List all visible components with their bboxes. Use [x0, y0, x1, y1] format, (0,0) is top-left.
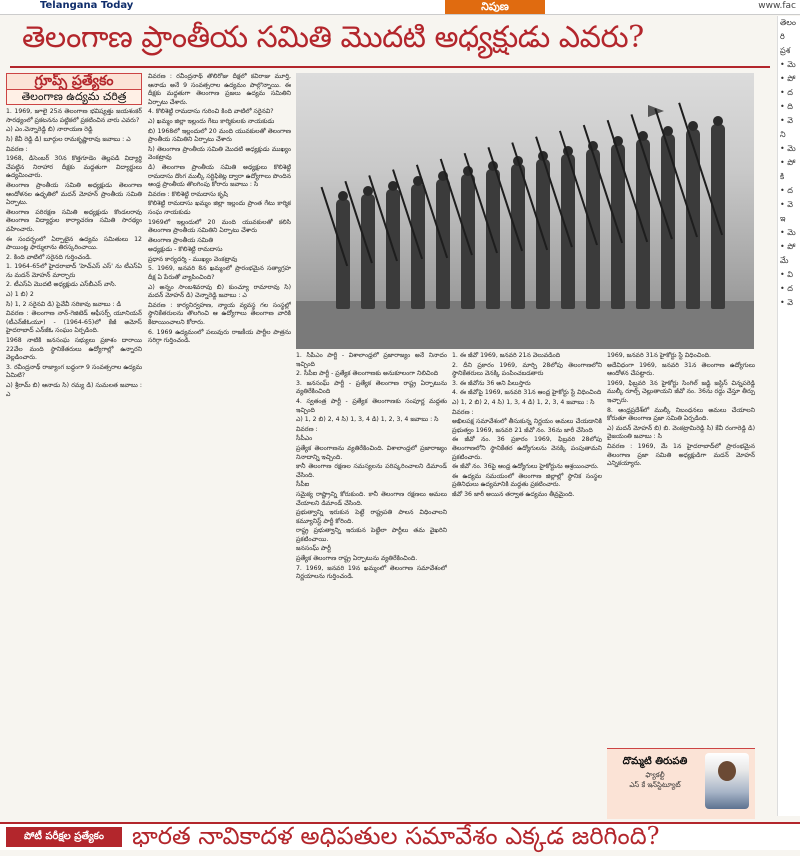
right-strip-item: ని	[780, 130, 786, 139]
author-box	[607, 748, 755, 819]
right-strip-item: రి	[780, 32, 785, 41]
paragraph: 4. కొలిశెట్టి రామదాసు గురించి కింది వాటిలో సరైనవి?	[148, 108, 274, 116]
paragraph: వివరణ :	[452, 408, 474, 416]
historic-photo	[296, 73, 754, 349]
paragraph: వివరణ : కొలిశెట్టి రామదాసు కృషి	[148, 190, 228, 198]
paragraph: సి) కేవీ రెడ్డి డి) బూర్గుల రామకృష్ణారావు జవాబు : ఎ	[6, 135, 131, 143]
right-strip-item: • మె	[780, 144, 796, 153]
right-strip-item: • పో	[780, 74, 796, 83]
paragraph: 8. ఆంధ్రప్రదేశ్‌లో ముల్కీ నిబంధనలు అమలు చేయాలని కోరుతూ తెలంగాణ ప్రజా సమితి ఏర్పడింది.	[607, 406, 755, 423]
paragraph: 5. 1969, జనవరి 8న ఖమ్మంలో ప్రారంభమైన సత్యాగ్రహ దీక్ష ఏ పేరుతో వ్యాపించింది?	[148, 265, 291, 282]
article-column-1	[6, 73, 142, 835]
paragraph: వివరణ :	[6, 145, 28, 153]
paragraph: తెలంగాణ ప్రాంతీయ సమితి అధ్యక్షుడు తెలంగాణ ఆందోళనల ఉధృతిలో మదన్ మోహన్ ప్రాంతీయ సమితి ఏర్పాటు.	[6, 181, 142, 207]
paragraph: జనసంఘ్ పార్టీ	[296, 545, 331, 553]
paragraph: ప్రధాన కార్యదర్శి - ముఖ్యం వెంకట్రావు	[148, 255, 238, 263]
bottom-headline: భారత నావికాదళ అధిపతుల సమావేశం ఎక్కడ జరిగింది?	[132, 822, 660, 850]
right-strip-item: • వె	[780, 200, 793, 209]
paragraph: ఎ) 1 బి) 2	[6, 291, 34, 299]
column-3-text	[296, 352, 447, 582]
paragraph: ఎ) 1, 2 బి) 2, 4 సి) 1, 3, 4 డి) 1, 2, 3, 4 జవాబు : సి	[452, 398, 595, 406]
paragraph: ప్రభుత్వాన్ని ఇరుకున పెట్టే రాష్ట్రపతి పాలన విధించాలని కమ్యూనిస్ట్ పార్టీ కోరింది.	[296, 509, 447, 525]
paragraph: సీపీఐ	[296, 481, 310, 489]
photo-figure	[686, 129, 700, 309]
paragraph: 3. జనసంఘ్ పార్టీ - ప్రత్యేక తెలంగాణ రాష్ట్ర ఏర్పాటును వ్యతిరేకించింది	[296, 379, 447, 396]
paragraph: 4. ఈ జీవోపై 1969, జనవరి 31న ఆంధ్ర హైకోర్టు స్టే విధించింది	[452, 389, 602, 397]
paragraph: 7. 1969, జనవరి 19న ఖమ్మంలో తెలంగాణ సమావేశంలో నిర్ణయాలను గుర్తించండి.	[296, 564, 447, 581]
paragraph: తెలంగాణ పరిరక్షణ సమితి అధ్యక్షుడు కొండలరావు తెలంగాణ విద్యార్థుల కార్యాచరణ సమితి సారథ్యం వహించారు.	[6, 208, 142, 233]
paragraph: 1968 నాటికి జనసంఘ సభ్యులు ప్రకాశం దారాయి 22వేల మంది స్థానికేతరులు ఉద్యోగాల్లో ఉన్నారని వెల్లడించారు.	[6, 337, 142, 362]
column-1-text	[6, 108, 142, 399]
page-headline: తెలంగాణ ప్రాంతీయ సమితి మొదటి అధ్యక్షుడు ఎవరు?	[22, 20, 644, 55]
paragraph: జీవో 36 జారీ అయిన తర్వాత ఉద్యమం తీవ్రమైంది.	[452, 490, 575, 498]
section-title: గ్రూప్స్ ప్రత్యేకం	[34, 73, 114, 89]
section-banner	[6, 73, 142, 105]
headline-rule	[10, 66, 770, 68]
right-strip-item: • వె	[780, 116, 793, 125]
masthead-section: నిపుణ	[445, 0, 545, 14]
paragraph: 3. రవీంద్రనాథ్ రాజ్యాంగ బద్ధంగా 9 సంవత్సరాల ఉద్యమ ఏమిటి?	[6, 363, 142, 380]
paragraph: 2. దీని ప్రకారం 1969, మార్చి 28లోపు తెలంగాణలోని స్థానికేతరులు వెనక్కి పంపించబడతారు	[452, 361, 602, 378]
paragraph: ఎ) ఖమ్మం జిల్లా ఇల్లందు గేటు కార్మికులకు నాయకుడు	[148, 117, 275, 125]
paragraph: ఈ ఉద్యమ సమయంలో తెలంగాణ జిల్లాల్లో స్థానిక సంస్థల ప్రతినిధులు ఉద్యమానికి మద్దతు ప్రకటించారు.	[452, 472, 602, 489]
paragraph: 1969, ఫిబ్రవరి 3న హైకోర్టు సింగిల్ జడ్జి జస్టిస్ చిన్నపరెడ్డి ముల్కీ రూల్స్ చెల్లుతాయని జీవో నం. 36ను రద్దు చేస్తూ తీర్పు ఇచ్చారు.	[607, 379, 755, 404]
masthead-url[interactable]: www.fac	[758, 1, 796, 11]
paragraph: ప్రత్యేక తెలంగాణ రాష్ట్ర ఏర్పాటును వ్యతిరేకించింది.	[296, 555, 418, 563]
paragraph: వివరణ : 1969, మే 1న హైదరాబాద్‌లో ప్రారంభమైన తెలంగాణ ప్రజా సమితి అధ్యక్షుడిగా మదన్ మోహన్ ఎన్నికయ్యారు.	[607, 442, 755, 468]
right-strip-text	[778, 16, 800, 310]
right-strip-item: కి	[780, 172, 785, 181]
paragraph: 2. టీఎస్‌ఏ మొదటి అధ్యక్షుడు ఎస్‌బీఎస్ వాసి.	[6, 281, 117, 289]
right-strip-item: • ద	[780, 186, 793, 195]
paragraph: సమైక్య రాష్ట్రాన్ని కోరుకుంది. కానీ తెలంగాణ రక్షణలు అమలు చేయాలని డిమాండ్ చేసింది.	[296, 490, 447, 507]
right-strip-item: • పో	[780, 158, 796, 167]
column-5-text	[607, 352, 755, 469]
right-strip-item: తెలం	[780, 18, 796, 27]
article-column-3	[296, 352, 447, 835]
paragraph: వివరణ : తెలంగాణ నాన్-గెజిటెడ్ ఆఫీసర్స్ యూనియన్ (టీఎన్‌జీఓయూ) - (1964-65)లో కేజీ అమోస్ హైదరాబాద్ ఎన్‌జీఓ సంఘం ఏర్పడింది.	[6, 310, 142, 335]
right-strip-item: • పో	[780, 242, 796, 251]
paragraph: 1. 1969, జూలై 25న తెలంగాణ భవిష్యత్తు జయశంకర్ సారథ్యంలో ప్రకటనను పట్టికలో ప్రకటించిన వారు ఎవరు?	[6, 108, 142, 124]
right-strip-item: ప్రశ	[780, 46, 791, 55]
paragraph: 3. ఈ జీవోను 36 అని పిలుస్తారు	[452, 379, 531, 387]
right-sidebar-strip	[777, 16, 800, 816]
paragraph: కొలిశెట్టి రామదాసు ఖమ్మం జిల్లా ఇల్లందు ప్రాంత గేటు కార్మిక సంఘ నాయకుడు	[148, 200, 291, 216]
right-strip-item: • ద	[780, 284, 793, 293]
paragraph: రాష్ట్ర ప్రభుత్వాన్ని ఇరుకున పెట్టేలా పార్టీలు తమ వైఖరిని ప్రకటించాయి.	[296, 527, 447, 543]
paragraph: ఎ) మదన్ మోహన్ బి) బి. వెంకట్రామిరెడ్డి సి) కేవీ రంగారెడ్డి డి) వైజయంతి జవాబు : సి	[607, 424, 755, 441]
paragraph: అధ్యక్షుడు - కొలిశెట్టి రామదాసు	[148, 246, 223, 254]
paragraph: 1. సీపీఎం పార్టీ - విశాలాంధ్రలో ప్రజారాజ్యం అనే నినాదం ఇచ్చింది	[296, 352, 447, 368]
paragraph: సీపీఎం	[296, 435, 313, 443]
paragraph: ఈ సందర్భంలో ఏర్పాటైన ఉద్యమ సమితులు 12 పాయింట్ల ఫార్ములాను తిరస్కరించాయి.	[6, 235, 142, 252]
author-role: ఫ్యాకల్టీ	[645, 771, 665, 779]
right-strip-item: • వి	[780, 270, 793, 279]
paragraph: వివరణ : రవీంద్రనాథ్ తొలిరోజు దీక్షలో కవిరాజు మూర్తి, ఆనాడు అనే 9 సంవత్సరాల ఉద్యమం పాల్గొన్నాయి. ఈ దీక్షకు మద్దతుగా తెలంగాణ ప్రజలు ఉద్యమ సమితిని ఏర్పాటు చేశారు.	[148, 73, 291, 106]
author-avatar	[705, 753, 749, 809]
section-subtitle: తెలంగాణ ఉద్యమ చరిత్ర	[7, 89, 141, 105]
paragraph: వివరణ :	[296, 425, 318, 433]
author-name: దొమ్మటి తిరుపతి	[622, 756, 688, 767]
paragraph: డి) తెలంగాణ ప్రాంతీయ సమితి అధ్యక్షులు కొలిశెట్టి రామదాసు దొంగ ముల్కీ సర్టిఫికెట్ల ద్వారా ఉద్యోగాలు పొందిన ఆంధ్ర ప్రాంతీయ తొలగింపు కోరారు జవాబు : సి	[148, 163, 291, 189]
paragraph: 1968, డిసెంబర్ 30న కొత్తగూడెం తెల్లపడి విద్యార్థి చేపట్టిన నిరాహార దీక్షకు మద్దతుగా విద్యార్థులు ఉద్యమించారు.	[6, 155, 142, 180]
paragraph: వివరణ : కార్యనిర్వహణ, న్యాయ వ్యవస్థ గల సంస్థల్లో స్థానికేతరులను తొలగించి ఆ ఉద్యోగాలు తెలంగాణ వారికి కేటాయించాలని కోరారు.	[148, 301, 291, 327]
column-4-text	[452, 352, 602, 500]
paragraph: ఎ) 1, 2 బి) 2, 4 సి) 1, 3, 4 డి) 1, 2, 3, 4 జవాబు : సి	[296, 416, 439, 424]
paragraph: అదేవిధంగా 1969, జనవరి 31న తెలంగాణ ఉద్యోగులు ఆందోళన చేపట్టారు.	[607, 361, 755, 378]
paragraph: ఎ) శ్రీరామ్ బి) ఆనాడు సి) రమ్య డి) సుమలత జవాబు : ఎ	[6, 382, 142, 398]
paragraph: 2. సీపీఐ పార్టీ - ప్రత్యేక తెలంగాణకు అనుకూలంగా నిలిచింది	[296, 370, 439, 378]
paragraph: ప్రత్యేక తెలంగాణను వ్యతిరేకించింది. విశాలాంధ్రలో ప్రజారాజ్యం నినాదాన్ని ఇచ్చింది.	[296, 444, 447, 461]
article-column-4	[452, 352, 602, 835]
paragraph: కానీ తెలంగాణ రక్షణల సమస్యలను పరిష్కరించాలని డిమాండ్ చేసింది.	[296, 463, 447, 479]
paragraph: ఈ జీవో నం. 36 ప్రకారం 1969, ఫిబ్రవరి 28లోపు తెలంగాణలోని స్థానికేతర ఉద్యోగులను వెనక్కి పంపుతామని ప్రకటించారు.	[452, 436, 602, 461]
right-strip-item: • వె	[780, 298, 793, 307]
paragraph: ఎ) ఎం.చెన్నారెడ్డి బి) నారాయణ రెడ్డి	[6, 126, 93, 134]
paragraph: సి) తెలంగాణ ప్రాంతీయ సమితి మొదటి అధ్యక్షుడు ముఖ్యం వెంకట్రావు	[148, 145, 291, 162]
article-column-2	[148, 73, 291, 835]
paragraph: బి) 1968లో ఇల్లందులో 20 మంది యువకులతో తెలంగాణ ప్రాంతీయ సమితిని ఏర్పాటు చేశారు	[148, 127, 291, 144]
right-strip-item: • మె	[780, 228, 796, 237]
right-strip-item: • ద	[780, 88, 793, 97]
paragraph: 1. 1964-65లో హైదరాబాద్ 'హెచ్‌ఎస్ ఎస్' ను టీఎస్‌ఏ ను మదన్ మోహన్ మార్చారు	[6, 263, 142, 279]
author-org: ఎస్ కే ఇన్‌స్టిట్యూట్	[629, 781, 681, 789]
paragraph: 1969, జనవరి 31న హైకోర్టు స్టే విధించింది.	[607, 352, 711, 359]
bottom-banner	[0, 822, 800, 850]
paragraph: 2. కింది వాటిలో సరైనది గుర్తించండి.	[6, 253, 92, 261]
paragraph: 6. 1969 ఉద్యమంలో పలువురు రాజకీయ పార్టీల పాత్రను సరిగ్గా గుర్తించండి.	[148, 328, 291, 345]
paragraph: 1. ఈ జీవో 1969, జనవరి 21న వెలువడింది	[452, 352, 561, 359]
paragraph: 4. స్వతంత్ర పార్టీ - ప్రత్యేక తెలంగాణకు సంపూర్ణ మద్దతు ఇచ్చింది	[296, 397, 447, 414]
paragraph: ఎ) అన్నం సాంబశివరావు బి) కుంచ్యూ రామారావు సి) మదన్ మోహన్ డి) చెన్నారెడ్డి జవాబు : ఎ	[148, 283, 291, 300]
right-strip-item: • మె	[780, 60, 796, 69]
paragraph: ఈ జీవో నం. 36పై ఆంధ్ర ఉద్యోగులు హైకోర్టును ఆశ్రయించారు.	[452, 463, 599, 471]
column-2-text	[148, 73, 291, 346]
photo-figure	[711, 124, 725, 309]
paragraph: తెలంగాణ ప్రాంతీయ సమితి	[148, 236, 214, 244]
right-strip-item: • ది	[780, 102, 793, 111]
right-strip-item: మే	[780, 256, 789, 265]
paragraph: సి) 1, 2 సరైనవి డి) పైవేవీ సరికావు జవాబు : డి	[6, 300, 122, 308]
masthead-logo: Telangana Today	[40, 0, 134, 11]
paragraph: అఖిలపక్ష సమావేశంలో తీసుకున్న నిర్ణయం అమలు చేయడానికి ప్రభుత్వం 1969, జనవరి 21 జీవో నం. 36ను జారీ చేసింది	[452, 418, 602, 434]
bottom-section-tag: పోటీ పరీక్షల ప్రత్యేకం	[6, 827, 122, 847]
paragraph: 1969లో ఇల్లందులో 20 మంది యువకులతో కలిసి తెలంగాణ ప్రాంతీయ సమితిని ఏర్పాటు చేశారు	[148, 218, 291, 235]
right-strip-item: ఇ	[780, 214, 786, 223]
masthead-bar	[0, 0, 800, 15]
